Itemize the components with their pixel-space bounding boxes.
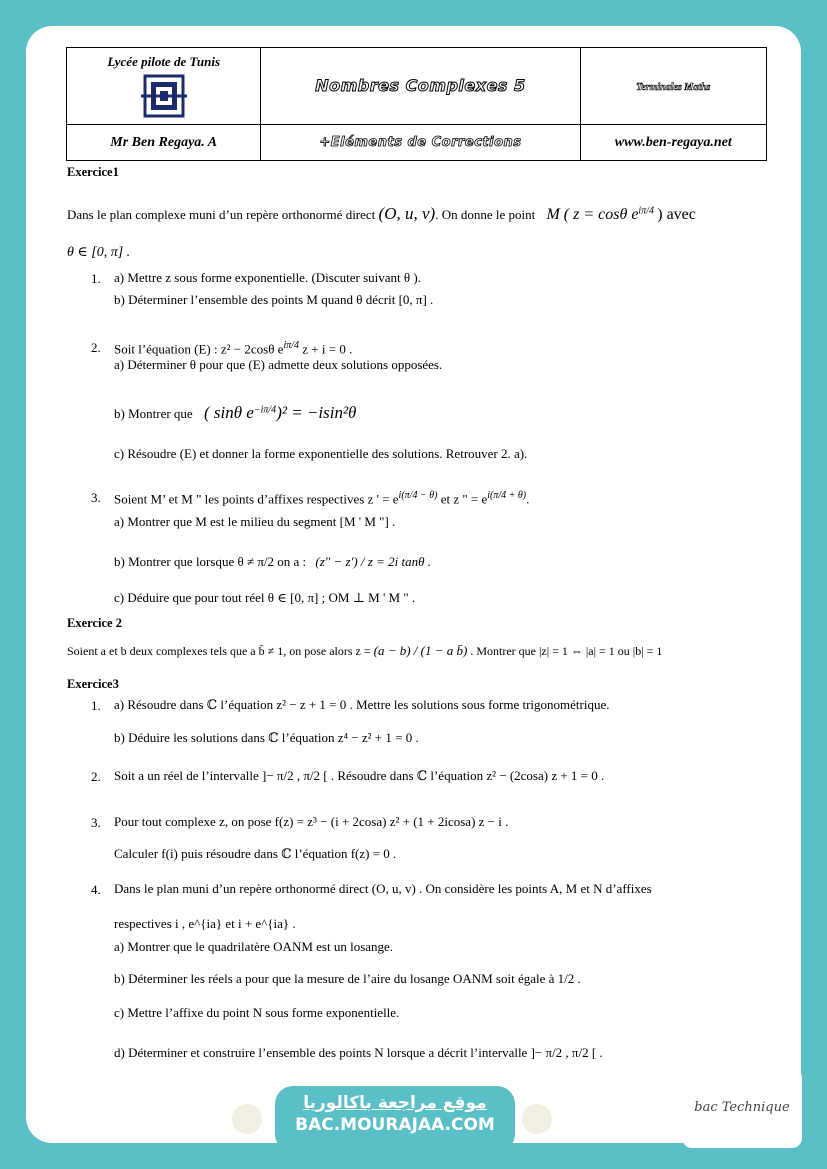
ex1-q3b-a: b) Montrer que lorsque θ ≠ π/2 on a :	[114, 554, 307, 569]
school-name: Lycée pilote de Tunis	[107, 53, 221, 69]
header-subtitle-cell	[261, 124, 580, 160]
ex1-q1a: a) Mettre z sous forme exponentielle. (Discuter suivant θ ).	[114, 270, 421, 285]
ex1-theta: θ ∈ [0, π] .	[67, 245, 131, 260]
ex1-heading: Exercice1	[67, 165, 119, 179]
ex3-q1a: a) Résoudre dans ℂ l’équation z² − z + 1 = 0 . Mettre les solutions sous forme trigonométrique.	[114, 697, 610, 712]
ex3-q2: Soit a un réel de l’intervalle ]− π/2 , π/2 [ . Résoudre dans ℂ l’équation z² − (2cosa) z + 1 = 0 .	[114, 768, 605, 783]
site-banner[interactable]	[275, 1086, 515, 1152]
ex2-text	[67, 644, 662, 659]
class-level: Terminales Maths	[636, 81, 711, 93]
ex3-q4-a: Dans le plan muni d’un repère orthonormé direct (O, u, v) . On considère les points A, M et N d’affixes	[114, 881, 652, 896]
ex1-q1b: b) Déterminer l’ensemble des points M quand θ décrit [0, π] .	[114, 292, 434, 307]
ex1-q3-b: et z " = e	[437, 491, 488, 507]
ex1-intro	[67, 204, 696, 224]
ex1-q2b-end: )² = −isin²θ	[276, 403, 357, 422]
ex1-q3-exp2: i(π/4 + θ)	[487, 490, 527, 501]
ex3-q3b: Calculer f(i) puis résoudre dans ℂ l’équation f(z) = 0 .	[114, 846, 397, 861]
ex1-q2	[114, 340, 352, 357]
ex1-q3b	[114, 555, 431, 570]
ex2-text-b: . Montrer que |z| = 1 ⇔ |a| = 1 ou |b| = 1	[470, 644, 663, 658]
ex1-q2-text: Soit l’équation (E) : z² − 2cosθ e	[114, 341, 284, 357]
ex1-intro-b: . On donne le point	[435, 207, 536, 222]
right-books-icon	[522, 1104, 552, 1134]
ex3-q4a: a) Montrer que le quadrilatère OANM est un losange.	[114, 939, 394, 954]
ex3-heading: Exercice3	[67, 677, 119, 691]
ex1-q3c: c) Déduire que pour tout réel θ ∈ [0, π] ; OM ⊥ M ' M " .	[114, 590, 416, 605]
ex3-q3-num: 3.	[91, 815, 101, 830]
banner-arabic: موقع مراجعة باكالوريا	[303, 1093, 487, 1113]
ex1-q2a: a) Déterminer θ pour que (E) admette deux solutions opposées.	[114, 357, 443, 372]
ex2-heading: Exercice 2	[67, 616, 122, 630]
ex1-avec: ) avec	[657, 206, 696, 223]
ex2-frac: (a − b) / (1 − a b̄)	[373, 643, 468, 658]
bac-technique-stamp: bac Technique	[682, 1068, 802, 1148]
ex1-q2b	[114, 403, 356, 423]
header-table	[66, 47, 767, 161]
header-teacher-cell	[67, 124, 261, 160]
ex3-q1b: b) Déduire les solutions dans ℂ l’équation z⁴ − z² + 1 = 0 .	[114, 730, 419, 745]
doc-subtitle: +Eléments de Corrections	[319, 135, 522, 151]
ex2-text-a: Soient a et b deux complexes tels que a b̄ ≠ 1, on pose alors z =	[67, 644, 371, 658]
ex3-q4b: b) Déterminer les réels a pour que la mesure de l’aire du losange OANM soit égale à 1/2 .	[114, 971, 581, 986]
ex1-q3-num: 3.	[91, 490, 101, 505]
ex1-q3-a: Soient M’ et M " les points d’affixes respectives z ' = e	[114, 491, 399, 507]
ex1-q2-num: 2.	[91, 340, 101, 355]
ex3-q4d: d) Déterminer et construire l’ensemble des points N lorsque a décrit l’intervalle ]− π/2 , π/2 [ .	[114, 1045, 603, 1060]
ex1-q2-end: z + i = 0 .	[299, 341, 353, 357]
ex1-q2b-exp: −iπ/4	[253, 404, 277, 416]
left-books-icon	[232, 1104, 262, 1134]
ex1-q3b-b: (z" − z') / z = 2i tanθ .	[315, 554, 431, 569]
ex1-q2-exp: iπ/4	[283, 340, 300, 351]
banner-site: BAC.MOURAJAA.COM	[295, 1115, 495, 1135]
ex1-q3a: a) Montrer que M est le milieu du segment [M ' M "] .	[114, 514, 396, 529]
ex1-point-exp: iπ/4	[638, 205, 654, 217]
ex1-intro-a: Dans le plan complexe muni d’un repère orthonormé direct	[67, 207, 376, 222]
ex3-q1-num: 1.	[91, 698, 101, 713]
website-link[interactable]: www.ben-regaya.net	[614, 135, 732, 151]
ex1-q2b-label: b) Montrer que	[114, 406, 193, 421]
header-title-cell	[261, 48, 580, 125]
ex3-q3: Pour tout complexe z, on pose f(z) = z³ − (i + 2cosa) z² + (1 + 2icosa) z − i .	[114, 814, 509, 829]
ex1-q1-num: 1.	[91, 271, 101, 286]
header-school-cell	[67, 48, 261, 125]
ex1-q2c: c) Résoudre (E) et donner la forme exponentielle des solutions. Retrouver 2. a).	[114, 446, 528, 461]
ex3-q4c: c) Mettre l’affixe du point N sous forme exponentielle.	[114, 1005, 400, 1020]
ex1-q3	[114, 490, 529, 507]
ex3-q2-num: 2.	[91, 769, 101, 784]
ex1-frame: (O, u, v)	[378, 204, 436, 223]
ex1-q3-exp1: i(π/4 − θ)	[398, 490, 438, 501]
ex1-q2b-expr: ( sinθ e	[203, 403, 254, 422]
doc-title: Nombres Complexes 5	[315, 75, 526, 95]
header-class-cell	[580, 48, 767, 125]
ex3-q4-num: 4.	[91, 882, 101, 897]
header-website-cell	[580, 124, 767, 160]
teacher-name: Mr Ben Regaya. A	[110, 135, 218, 151]
school-logo-icon	[141, 74, 187, 118]
ex1-q3-c: .	[526, 491, 530, 507]
ex1-point-m: M ( z = cosθ e	[546, 206, 639, 223]
ex3-q4-b: respectives i , e^{ia} et i + e^{ia} .	[114, 916, 296, 931]
